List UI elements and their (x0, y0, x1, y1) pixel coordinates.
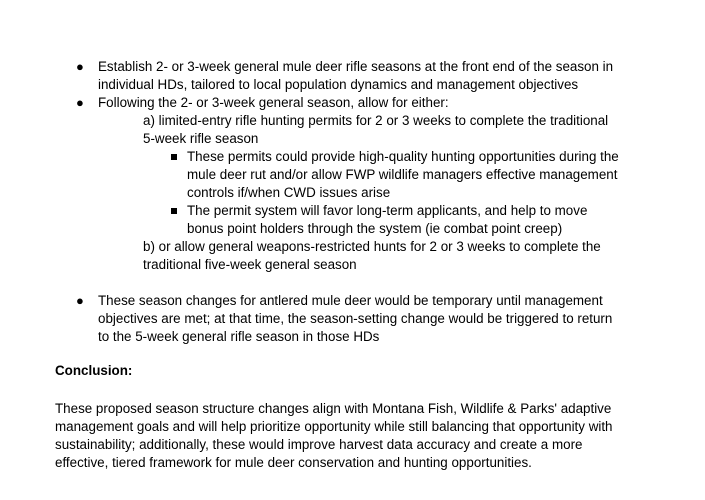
bullet-3-line-1: These season changes for antlered mule deer would be temporary until management (98, 293, 603, 308)
conclusion-heading: Conclusion: (55, 363, 133, 378)
option-b-line-1: b) or allow general weapons-restricted hunts for 2 or 3 weeks to complete the (143, 239, 601, 254)
sub-bullet-2-line-1: The permit system will favor long-term applicants, and help to move (187, 203, 588, 218)
bullet-3-line-3: to the 5-week general rifle season in those HDs (98, 329, 380, 344)
conclusion-line-1: These proposed season structure changes align with Montana Fish, Wildlife & Parks' adaptive (55, 401, 612, 416)
bullet-3-line-2: objectives are met; at that time, the season-setting change would be triggered to return (98, 311, 613, 326)
sub-bullet-2-line-2: bonus point holders through the system (ie combat point creep) (187, 221, 563, 236)
conclusion-line-4: effective, tiered framework for mule deer conservation and hunting opportunities. (55, 455, 532, 470)
conclusion-line-3: sustainability; additionally, these would improve harvest data accuracy and create a more (55, 437, 583, 452)
square-bullet-icon (171, 154, 177, 160)
bullet-2-line-1: Following the 2- or 3-week general season, allow for either: (98, 95, 449, 110)
option-a-line-2: 5-week rifle season (143, 131, 259, 146)
sub-bullet-1-line-3: controls if/when CWD issues arise (187, 185, 391, 200)
bullet-dot-icon: ● (76, 59, 84, 74)
option-b-line-2: traditional five-week general season (143, 257, 357, 272)
sub-bullet-1-line-1: These permits could provide high-quality hunting opportunities during the (187, 149, 619, 164)
sub-bullet-1-line-2: mule deer rut and/or allow FWP wildlife managers effective management (187, 167, 618, 182)
bullet-1-line-1: Establish 2- or 3-week general mule deer rifle seasons at the front end of the season in (98, 59, 614, 74)
bullet-dot-icon: ● (76, 293, 84, 308)
conclusion-line-2: management goals and will help prioritize opportunity while still balancing that opportunity with (55, 419, 613, 434)
square-bullet-icon (171, 208, 177, 214)
bullet-dot-icon: ● (76, 95, 84, 110)
bullet-1-line-2: individual HDs, tailored to local population dynamics and management objectives (98, 77, 579, 92)
option-a-line-1: a) limited-entry rifle hunting permits for 2 or 3 weeks to complete the traditional (143, 113, 609, 128)
